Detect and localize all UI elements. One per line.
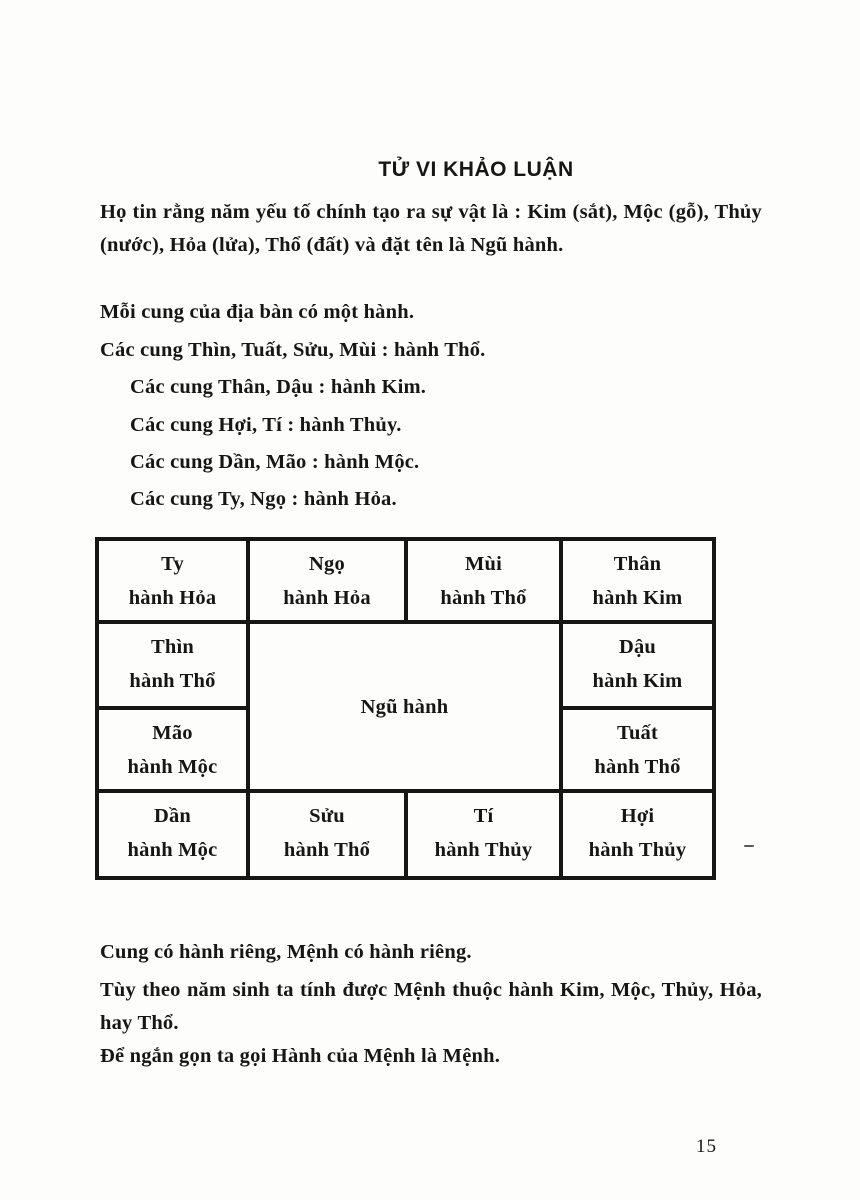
cung-cell-ti [406,791,561,878]
paragraph-cung-thuy: Các cung Hợi, Tí : hành Thủy. [130,414,402,436]
cung-name: Hợi [620,805,655,827]
cung-element: hành Thổ [594,756,681,778]
cung-element: hành Thủy [434,839,533,861]
cung-element: hành Thổ [440,587,527,609]
cung-cell-thin [97,622,248,708]
cung-cell-tuat [561,708,714,791]
paragraph-cung-hoa: Các cung Ty, Ngọ : hành Hỏa. [130,488,397,510]
paragraph-cung-rieng: Cung có hành riêng, Mệnh có hành riêng. [100,941,472,963]
cung-element: hành Hỏa [283,587,371,609]
cung-element: hành Thổ [129,670,216,692]
cung-element: hành Mộc [127,756,218,778]
cung-cell-dau [561,622,714,708]
cung-name: Dậu [618,636,657,658]
cung-cell-dan [97,791,248,878]
page-title: TỬ VI KHẢO LUẬN [378,158,574,181]
paragraph-ngan-gon: Để ngắn gọn ta gọi Hành của Mệnh là Mệnh. [100,1045,501,1067]
paragraph-cung-moc: Các cung Dần, Mão : hành Mộc. [130,451,420,473]
ngu-hanh-zodiac-table [95,537,716,880]
cung-name: Tí [473,805,494,827]
paragraph-cung-kim: Các cung Thân, Dậu : hành Kim. [130,376,427,398]
cung-element: hành Mộc [127,839,218,861]
cung-cell-than [561,539,714,622]
scan-artifact-dash [744,845,754,847]
cung-element: hành Kim [592,587,683,609]
cung-cell-hoi [561,791,714,878]
center-label: Ngũ hành [360,695,449,718]
cung-element: hành Kim [592,670,683,692]
cung-cell-ty [97,539,248,622]
cung-name: Tuất [616,722,659,744]
cung-name: Thìn [151,636,194,658]
cung-name: Ty [161,553,184,575]
cung-name: Thân [613,553,662,575]
paragraph-intro: Họ tin rằng năm yếu tố chính tạo ra sự vật là : Kim (sắt), Mộc (gỗ), Thủy (nước), Hỏa (lửa), Thổ (đất) và đặt tên là Ngũ hành. [100,201,762,256]
page-number: 15 [696,1136,717,1157]
paragraph-cung-tho: Các cung Thìn, Tuất, Sửu, Mùi : hành Thổ. [100,339,486,361]
cung-element: hành Thủy [588,839,687,861]
cung-cell-mui [406,539,561,622]
cung-element: hành Thổ [283,839,371,861]
cung-name: Mão [152,722,193,744]
cung-cell-mao [97,708,248,791]
cung-name: Ngọ [309,553,345,575]
cung-element: hành Hỏa [128,587,217,609]
cung-name: Sửu [309,805,345,827]
paragraph-tuy-theo: Tùy theo năm sinh ta tính được Mệnh thuộc hành Kim, Mộc, Thủy, Hỏa, hay Thổ. [100,979,762,1034]
paragraph-moi-cung: Mỗi cung của địa bàn có một hành. [100,301,415,323]
cung-cell-ngo [248,539,406,622]
cung-name: Mùi [464,553,503,575]
center-cell-ngu-hanh [248,622,561,791]
cung-cell-suu [248,791,406,878]
cung-name: Dần [153,805,192,827]
